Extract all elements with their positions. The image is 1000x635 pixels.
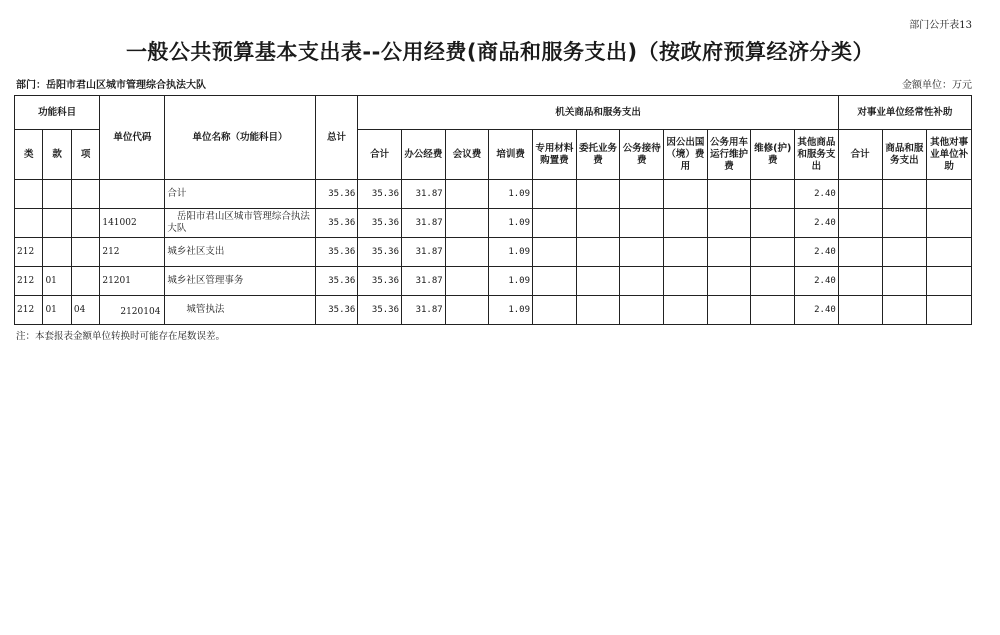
cell-kuan [43,238,71,267]
cell-amount: 2.40 [795,267,839,296]
cell-amount: 31.87 [402,238,446,267]
cell-amount: 1.09 [489,209,533,238]
cell-amount [927,267,972,296]
table-row [15,267,972,296]
cell-lei [15,209,43,238]
header-func-subject: 功能科目 [15,96,100,130]
header-unit-name: 单位名称（功能科目） [165,96,315,180]
header-subsidy-group: 对事业单位经常性补助 [838,96,971,130]
cell-amount [751,209,795,238]
header-agency-col: 合计 [358,130,402,180]
cell-amount [707,296,751,325]
cell-amount: 35.36 [358,296,402,325]
cell-amount: 1.09 [489,238,533,267]
cell-amount: 31.87 [402,180,446,209]
cell-amount: 2.40 [795,209,839,238]
header-agency-col: 维修(护)费 [751,130,795,180]
cell-total: 35.36 [315,180,358,209]
budget-table [14,95,972,325]
table-row [15,209,972,238]
cell-amount [664,296,708,325]
cell-amount [707,209,751,238]
header-lei: 类 [15,130,43,180]
cell-amount [664,238,708,267]
cell-amount [445,238,489,267]
cell-xiang: 04 [71,296,99,325]
cell-unit-code: 141002 [100,209,165,238]
cell-amount [445,267,489,296]
header-unit-code: 单位代码 [100,96,165,180]
cell-amount [576,180,620,209]
cell-lei: 212 [15,267,43,296]
cell-kuan [43,180,71,209]
cell-amount [707,238,751,267]
header-kuan: 款 [43,130,71,180]
cell-unit-name: 城乡社区支出 [165,238,315,267]
table-row [15,296,972,325]
cell-amount [664,180,708,209]
cell-amount [751,180,795,209]
cell-amount [533,267,577,296]
cell-amount [838,209,882,238]
cell-total: 35.36 [315,238,358,267]
cell-amount [707,267,751,296]
cell-amount [838,267,882,296]
cell-amount [620,209,664,238]
cell-kuan: 01 [43,296,71,325]
header-subsidy-col: 合计 [838,130,882,180]
cell-amount [620,267,664,296]
cell-unit-code: 212 [100,238,165,267]
table-body [15,180,972,325]
cell-amount [533,296,577,325]
header-agency-group: 机关商品和服务支出 [358,96,839,130]
cell-amount [533,238,577,267]
cell-total: 35.36 [315,267,358,296]
header-agency-col: 办公经费 [402,130,446,180]
cell-xiang [71,238,99,267]
header-total: 总计 [315,96,358,180]
cell-xiang [71,267,99,296]
cell-amount [927,238,972,267]
cell-unit-code: 21201 [100,267,165,296]
table-row [15,180,972,209]
cell-amount [445,209,489,238]
cell-lei [15,180,43,209]
cell-amount [707,180,751,209]
cell-unit-code: 2120104 [100,296,165,325]
cell-amount [533,209,577,238]
cell-amount: 1.09 [489,296,533,325]
cell-amount [838,296,882,325]
cell-unit-name: 合计 [165,180,315,209]
cell-kuan [43,209,71,238]
cell-amount [576,296,620,325]
cell-lei: 212 [15,238,43,267]
cell-amount [533,180,577,209]
cell-amount [751,238,795,267]
cell-amount [838,238,882,267]
cell-amount [576,238,620,267]
cell-unit-name: 城乡社区管理事务 [165,267,315,296]
header-xiang: 项 [71,130,99,180]
page-title: 一般公共预算基本支出表--公用经费(商品和服务支出)（按政府预算经济分类） [125,40,875,64]
cell-unit-code [100,180,165,209]
header-agency-col: 其他商品和服务支出 [795,130,839,180]
cell-total: 35.36 [315,296,358,325]
header-agency-col: 公务用车运行维护费 [707,130,751,180]
cell-amount [445,180,489,209]
cell-amount [751,296,795,325]
cell-total: 35.36 [315,209,358,238]
cell-amount [882,238,927,267]
cell-amount [838,180,882,209]
cell-amount: 31.87 [402,209,446,238]
cell-amount: 31.87 [402,267,446,296]
table-row [15,238,972,267]
cell-amount [882,209,927,238]
cell-amount: 2.40 [795,238,839,267]
cell-amount: 31.87 [402,296,446,325]
cell-amount [882,267,927,296]
header-agency-col: 委托业务费 [576,130,620,180]
cell-amount [445,296,489,325]
cell-amount [620,296,664,325]
cell-amount: 1.09 [489,180,533,209]
department-label: 部门：岳阳市君山区城市管理综合执法大队 [16,80,206,91]
cell-amount: 35.36 [358,180,402,209]
cell-amount [576,267,620,296]
header-agency-col: 专用材料购置费 [533,130,577,180]
header-agency-col: 因公出国（境）费用 [664,130,708,180]
cell-amount [576,209,620,238]
cell-xiang [71,209,99,238]
cell-amount: 35.36 [358,238,402,267]
cell-amount: 1.09 [489,267,533,296]
cell-amount [751,267,795,296]
cell-amount: 2.40 [795,180,839,209]
cell-amount [927,296,972,325]
header-agency-col: 培训费 [489,130,533,180]
cell-unit-name: 岳阳市君山区城市管理综合执法大队 [165,209,315,238]
report-reference: 部门公开表13 [909,20,972,31]
cell-amount [664,209,708,238]
cell-amount [620,238,664,267]
cell-amount [927,180,972,209]
cell-lei: 212 [15,296,43,325]
cell-unit-name: 城管执法 [165,296,315,325]
cell-amount [620,180,664,209]
header-subsidy-col: 其他对事业单位补助 [927,130,972,180]
cell-amount [882,296,927,325]
header-subsidy-col: 商品和服务支出 [882,130,927,180]
cell-amount [927,209,972,238]
footnote: 注：本套报表金额单位转换时可能存在尾数误差。 [16,331,226,342]
cell-xiang [71,180,99,209]
cell-amount: 2.40 [795,296,839,325]
cell-amount: 35.36 [358,267,402,296]
cell-amount [664,267,708,296]
header-agency-col: 公务接待费 [620,130,664,180]
amount-unit-label: 金额单位：万元 [902,80,972,91]
header-agency-col: 会议费 [445,130,489,180]
cell-kuan: 01 [43,267,71,296]
cell-amount [882,180,927,209]
cell-amount: 35.36 [358,209,402,238]
